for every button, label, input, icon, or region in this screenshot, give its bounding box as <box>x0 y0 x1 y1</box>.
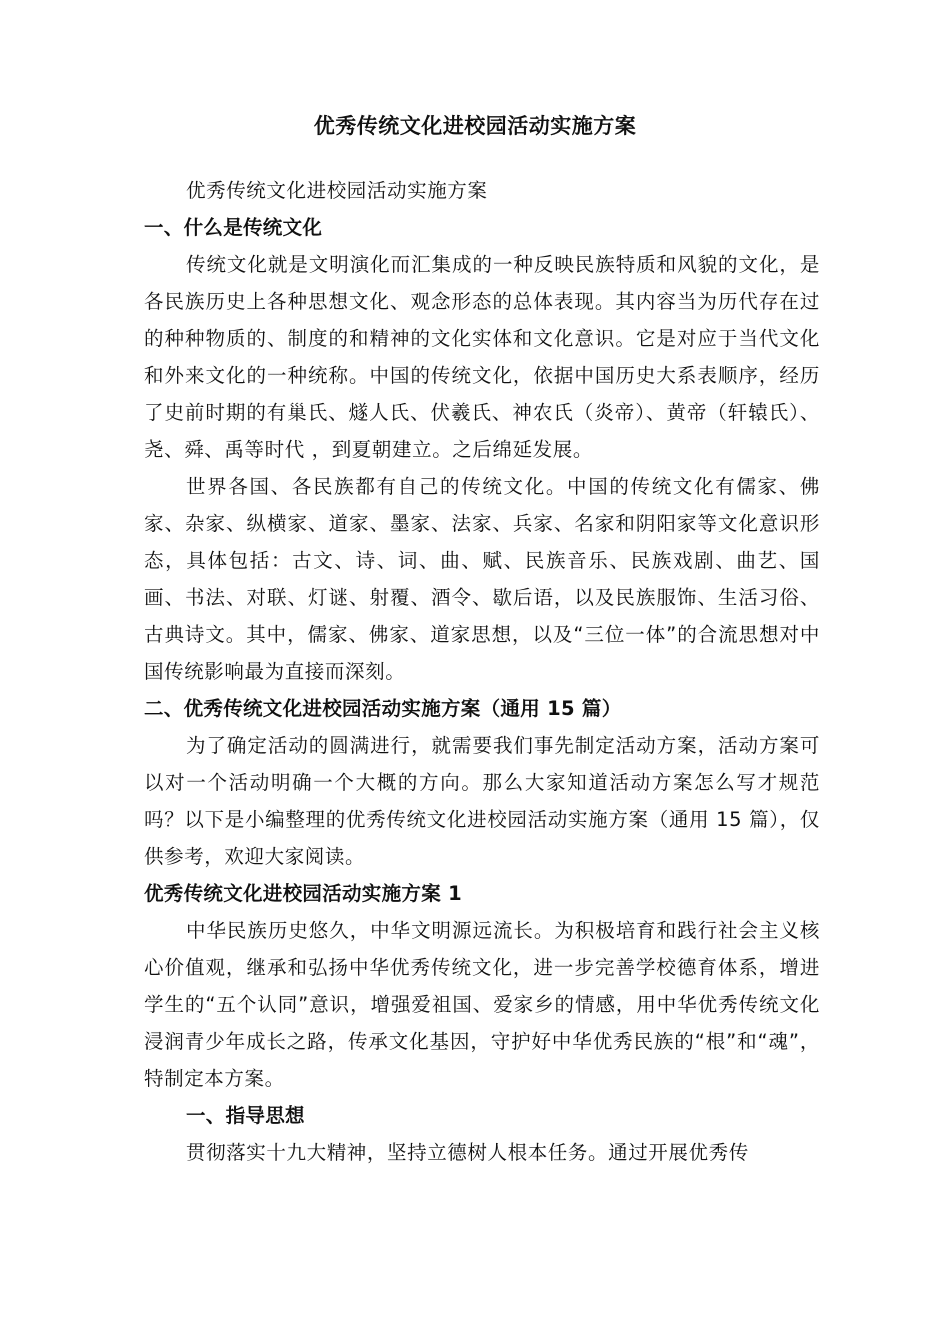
paragraph-4: 中华民族历史悠久，中华文明源远流长。为积极培育和践行社会主义核心价值观，继承和弘扬中华优秀传统文化，进一步完善学校德育体系，增进学生的“五个认同”意识，增强爱祖国、爱家乡的情感，用中华优秀传统文化浸润青少年成长之路，传承文化基因，守护好中华优秀民族的“根”和“魂”，特制定本方案。 <box>144 919 820 1090</box>
section-heading-1: 一、什么是传统文化 <box>144 216 323 239</box>
subtitle-paragraph: 优秀传统文化进校园活动实施方案 <box>186 179 488 202</box>
paragraph-3: 为了确定活动的圆满进行，就需要我们事先制定活动方案，活动方案可以对一个活动明确一个大概的方向。那么大家知道活动方案怎么写才规范吗？以下是小编整理的优秀传统文化进校园活动实施方案（通用 15 篇），仅供参考，欢迎大家阅读。 <box>144 734 820 868</box>
plan-heading-1: 优秀传统文化进校园活动实施方案 1 <box>144 882 462 905</box>
paragraph-1: 传统文化就是文明演化而汇集成的一种反映民族特质和风貌的文化，是各民族历史上各种思想文化、观念形态的总体表现。其内容当为历代存在过的种种物质的、制度的和精神的文化实体和文化意识。它是对应于当代文化和外来文化的一种统称。中国的传统文化，依据中国历史大系表顺序，经历了史前时期的有巢氏、燧人氏、伏羲氏、神农氏（炎帝）、黄帝（轩辕氏）、尧、舜、禹等时代 ，到夏朝建立。之后绵延发展。 <box>144 253 820 461</box>
section-heading-2: 二、优秀传统文化进校园活动实施方案（通用 15 篇） <box>144 697 622 720</box>
paragraph-5: 贯彻落实十九大精神，坚持立德树人根本任务。通过开展优秀传 <box>186 1141 749 1164</box>
paragraph-2: 世界各国、各民族都有自己的传统文化。中国的传统文化有儒家、佛家、杂家、纵横家、道家、墨家、法家、兵家、名家和阴阳家等文化意识形态，具体包括：古文、诗、词、曲、赋、民族音乐、民族戏剧、曲艺、国画、书法、对联、灯谜、射覆、酒令、歇后语，以及民族服饰、生活习俗、古典诗文。其中，儒家、佛家、道家思想，以及“三位一体”的合流思想对中国传统影响最为直接而深刻。 <box>144 475 820 683</box>
subsection-heading-guiding-thought: 一、指导思想 <box>186 1104 305 1127</box>
document-title: 优秀传统文化进校园活动实施方案 <box>313 114 637 138</box>
document-body <box>144 172 820 1171</box>
